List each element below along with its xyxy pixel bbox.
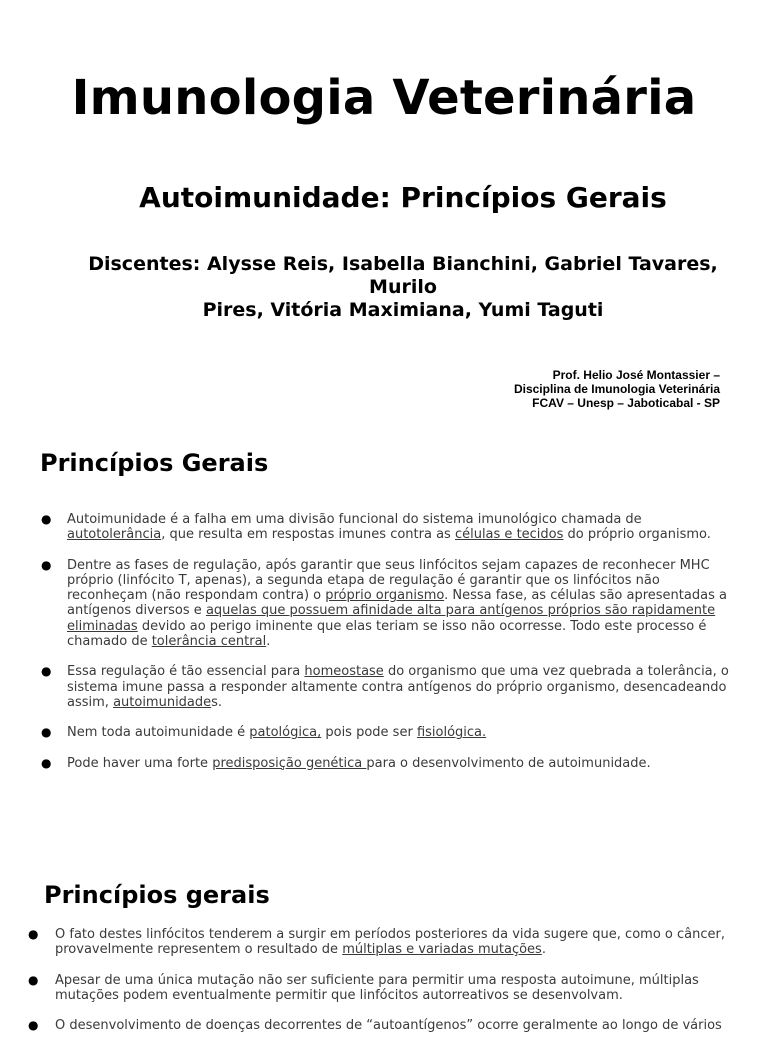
term-homeostase-link[interactable]: homeostase xyxy=(304,664,384,680)
list-item xyxy=(41,755,737,771)
term-patologica-link[interactable]: patológica, xyxy=(249,725,322,741)
discipline: Disciplina de Imunologia Veterinária xyxy=(513,382,720,396)
authors xyxy=(70,253,736,322)
list-item xyxy=(28,1018,735,1034)
bullet-icon: ● xyxy=(41,664,52,679)
text-span: . Nessa fase, as células são apresentadas a antígenos diversos e xyxy=(67,588,727,619)
text-span: do organismo que uma vez quebrada a tolerância, o sistema imune passa a responder altamente contra antígenos do próprio organismo, desencadeando assim, xyxy=(67,664,729,710)
bullet-list-principios-gerais-2 xyxy=(28,927,735,1048)
bullet-icon: ● xyxy=(41,557,52,572)
authors-line-2: Pires, Vitória Maximiana, Yumi Taguti xyxy=(202,299,604,321)
professor-name: Prof. Helio José Montassier – xyxy=(552,368,720,382)
term-multiplas-mutacoes-link[interactable]: múltiplas e variadas mutações xyxy=(342,942,542,958)
text-span: Essa regulação é tão essencial para xyxy=(67,664,305,680)
text-span: Pode haver uma forte xyxy=(67,755,213,771)
bullet-icon: ● xyxy=(41,755,52,770)
term-autotolerancia-link[interactable]: autotolerância xyxy=(67,527,162,543)
document-title: Imunologia Veterinária xyxy=(71,70,697,126)
text-span: . xyxy=(541,942,546,958)
institution: FCAV – Unesp – Jaboticabal - SP xyxy=(532,396,720,410)
text-span: Autoimunidade é a falha em uma divisão funcional do sistema imunológico chamada de xyxy=(67,512,642,527)
term-predisposicao-genetica-link[interactable]: predisposição genética xyxy=(212,755,367,771)
term-eliminadas-link[interactable]: aquelas que possuem afinidade alta para antígenos próprios são rapidamente eliminadas xyxy=(67,603,716,634)
text-span: O fato destes linfócitos tenderem a surgir em períodos posteriores da vida sugere que, como o câncer, provavelmente representem o resultado de xyxy=(55,927,725,958)
list-item xyxy=(41,725,737,741)
text-span: Apesar de uma única mutação não ser suficiente para permitir uma resposta autoimune, múltiplas mutações podem eventualmente permitir que linfócitos autorreativos se desenvolvam. xyxy=(55,972,699,1003)
list-item xyxy=(41,664,737,710)
professor-info xyxy=(514,368,720,410)
term-celulas-tecidos-link[interactable]: células e tecidos xyxy=(454,527,564,543)
text-span: , que resulta em respostas imunes contra as xyxy=(161,527,455,543)
text-span: Dentre as fases de regulação, após garantir que seus linfócitos sejam capazes de reconhecer MHC próprio (linfócito T, apenas), a segunda etapa de regulação é garantir que os linfócitos não reconheçam (não respondam contra) o xyxy=(67,557,710,604)
bullet-icon: ● xyxy=(28,972,39,987)
text-span: para o desenvolvimento de autoimunidade. xyxy=(366,755,651,771)
bullet-icon: ● xyxy=(28,927,39,941)
bullet-list-principios-gerais xyxy=(41,512,737,786)
text-span: s. xyxy=(211,694,223,710)
bullet-icon: ● xyxy=(41,725,52,740)
section-heading-principios-gerais-2: Princípios gerais xyxy=(44,881,270,909)
text-span: devido ao perigo iminente que elas teriam se isso não ocorresse. Todo este processo é chamado de xyxy=(67,618,707,650)
bullet-icon: ● xyxy=(41,512,52,526)
text-span: . xyxy=(266,634,271,650)
bullet-icon: ● xyxy=(28,1018,39,1033)
list-item xyxy=(41,512,737,543)
list-item xyxy=(28,972,735,1004)
text-span: O desenvolvimento de doenças decorrentes de “autoantígenos” ocorre geralmente ao longo de vários xyxy=(55,1018,722,1034)
text-span: do próprio organismo. xyxy=(563,527,711,543)
text-span: Nem toda autoimunidade é xyxy=(67,725,250,741)
term-proprio-organismo-link[interactable]: próprio organismo xyxy=(325,588,445,604)
term-tolerancia-central-link[interactable]: tolerância central xyxy=(151,634,267,650)
document-subtitle: Autoimunidade: Princípios Gerais xyxy=(139,181,667,214)
section-heading-principios-gerais: Princípios Gerais xyxy=(40,449,269,477)
term-autoimunidade-link[interactable]: autoimunidade xyxy=(113,694,212,710)
list-item xyxy=(28,927,735,958)
list-item xyxy=(41,557,737,650)
text-span: pois pode ser xyxy=(321,725,417,741)
term-fisiologica-link[interactable]: fisiológica. xyxy=(416,725,487,741)
authors-line-1: Discentes: Alysse Reis, Isabella Bianchini, Gabriel Tavares, Murilo xyxy=(88,253,718,298)
